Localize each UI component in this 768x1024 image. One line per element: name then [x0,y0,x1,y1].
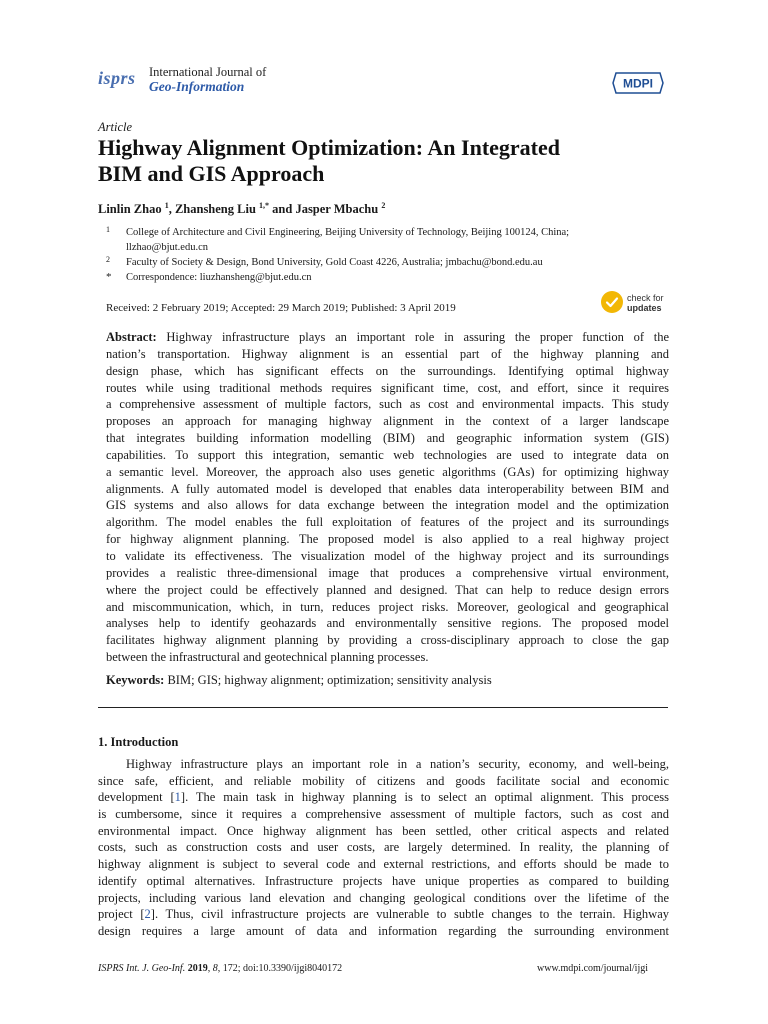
author-2: Zhansheng Liu $^{1,*}$ [174,201,270,217]
journal-name: Geo-Information [149,79,245,94]
abstract-line: design phase, which has significant effects on the surroundings. Identifying optimal highway [106,363,669,378]
body-line: projects, including various land elevation and changing geological conditions over the lifetime of the [98,890,669,905]
abstract-line: alignments. A fully automated model is developed that enables data interoperability between BIM and [106,481,669,496]
journal-top-line: International Journal of [149,65,267,79]
citation-link-1[interactable]: 1 [174,790,181,805]
introduction-paragraph [98,756,669,940]
check-for-updates-icon [600,290,624,314]
abstract-line: nation’s transportation. Highway alignment is an essential part of the highway planning and [106,346,669,361]
abstract-line: algorithm. The model enables the full exploitation of features of the project and its surroundings [106,515,669,530]
body-line: highway alignment is subject to several code and external restrictions, and efforts should be made to [98,857,669,872]
abstract-line: where the project could be effectively planned and designed. That can help to reduce design errors [106,582,669,597]
body-line: since safe, efficient, and reliable mobility of citizens and goods facilitate social and economic [98,773,669,788]
body-line: environmental impact. Once highway alignment has been settled, other critical aspects and related [98,823,669,838]
abstract-line: routes while using traditional methods requires significant time, cost, and effort, since it requires [106,380,669,395]
abstract-line: facilitates highway alignment planning by providing a cross-disciplinary approach to close the gap [106,633,669,648]
abstract-label: Abstract: [106,330,157,344]
keywords [106,673,492,688]
article-type: Article [98,120,133,134]
footer-url[interactable]: www.mdpi.com/journal/ijgi [537,963,649,974]
check-for-updates-button[interactable] [600,290,680,316]
body-line: design requires a large amount of data and information regarding the surrounding environment [98,923,669,938]
abstract-line: proposes an approach for managing highway alignment in the context of a larger landscape [106,414,669,429]
abstract-line: provides a realistic three-dimensional image that produces a comprehensive virtual environment, [106,565,669,580]
affiliation-text: Correspondence: liuzhansheng@bjut.edu.cn [126,272,312,283]
abstract [106,329,669,666]
affiliation-text: College of Architecture and Civil Engineering, Beijing University of Technology, Beijing 100124, China; [126,227,570,238]
abstract-line: between the infrastructural and geotechnical planning processes. [106,650,429,665]
abstract-line: a semantic level. Moreover, the approach also uses genetic algorithms (GAs) for optimizing highway [106,464,669,479]
author-1: Linlin Zhao $^1$ [98,201,169,217]
abstract-line: analyses help to identify geohazards and environmentally sensitive regions. The proposed model [106,616,669,631]
abstract-line: capabilities. To support this integration, semantic web technologies are used to integrate data on [106,447,669,462]
page-title [98,135,678,187]
affiliation-number: 1 [106,225,110,234]
keywords-text: BIM; GIS; highway alignment; optimization; sensitivity analysis [167,673,492,687]
title-line-1: Highway Alignment Optimization: An Integrated [98,135,561,160]
affiliation-text: Faculty of Society & Design, Bond University, Gold Coast 4226, Australia; jmbachu@bond.edu.au [126,257,543,268]
body-line: development [1]. The main task in highway planning is to select an optimal alignment. This process [98,790,669,805]
mdpi-logo-text: MDPI [623,76,653,91]
abstract-line: Abstract: Highway infrastructure plays an important role in assuring the proper function of the [106,330,669,344]
abstract-line: that integrates building information modelling (BIM) and geographic information system (GIS) [106,431,669,446]
abstract-line: a comprehensive assessment of multiple factors, such as cost and environmental impacts. This study [106,397,669,412]
mdpi-logo [612,72,664,94]
footer-citation: ISPRS Int. J. Geo-Inf. 2019, 8, 172; doi:10.3390/ijgi8040172 [98,963,343,974]
body-line: identify optimal alternatives. Infrastructure projects have unique properties as compared to building [98,873,669,888]
body-line: Highway infrastructure plays an important role in a nation’s security, economy, and well-being, [126,757,669,771]
title-line-2: BIM and GIS Approach [98,161,325,186]
section-divider [98,707,668,708]
abstract-line: for highway alignment planning. The proposed model is also applied to a real highway project [106,532,669,547]
body-line: costs, such as construction costs and user costs, are largely determined. In reality, the planning of [98,840,669,855]
section-heading: 1. Introduction [98,735,179,749]
updates-label: updates [627,303,662,313]
abstract-line: to validate its effectiveness. The visualization model of the highway project and its surroundings [106,548,669,563]
isprs-logo: isprs [98,68,136,88]
affiliation-number: * [106,271,112,283]
citation-link-2[interactable]: 2 [144,907,151,922]
abstract-line: and miscommunication, which, in turn, reduces project risks. Moreover, geological and geographical [106,599,669,614]
affiliation-number: 2 [106,255,110,264]
author-list: Linlin Zhao $^1$, Zhansheng Liu $^{1,*}$ and Jasper Mbachu $^2$ [98,201,386,217]
check-for-label: check for [627,293,664,303]
body-line: is cumbersome, since it requires a comprehensive assessment of multiple factors, such as cost and [98,807,669,822]
publication-dates: Received: 2 February 2019; Accepted: 29 March 2019; Published: 3 April 2019 [106,302,456,314]
author-3: Jasper Mbachu $^2$ [295,201,386,217]
body-line: project [2]. Thus, civil infrastructure projects are vulnerable to subtle changes to the terrain. Highway [98,907,669,922]
keywords-label: Keywords: [106,673,165,687]
affiliation-text: llzhao@bjut.edu.cn [126,242,208,253]
abstract-line: GIS systems and also allows for data exchange between the integration model and the optimization [106,498,669,513]
